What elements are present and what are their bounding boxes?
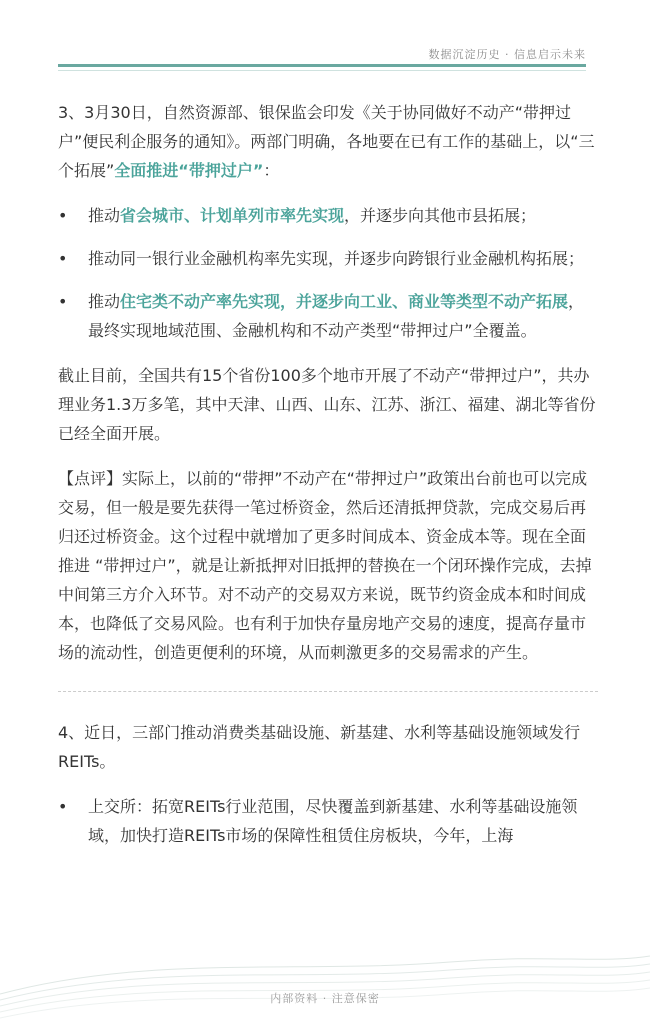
- list-item: • 推动同一银行业金融机构率先实现，并逐步向跨银行业金融机构拓展；: [58, 244, 598, 273]
- list-item: • 上交所：拓宽REITs行业范围，尽快覆盖到新基建、水利等基础设施领域，加快打造REITs市场的保障性租赁住房板块，今年，上海: [58, 792, 598, 850]
- section4-bullets: [58, 792, 598, 850]
- list-item: • 推动住宅类不动产率先实现，并逐步向工业、商业等类型不动产拓展，最终实现地域范围、金融机构和不动产类型“带押过户”全覆盖。: [58, 287, 598, 345]
- decorative-wave-lines: [0, 934, 650, 1024]
- section3-bullets: [58, 201, 598, 345]
- footer-note: 内部资料 · 注意保密: [270, 992, 380, 1005]
- list-item: • 推动省会城市、计划单列市率先实现，并逐步向其他市县拓展；: [58, 201, 598, 230]
- header-rule-thin: [58, 70, 586, 71]
- highlight: 省会城市、计划单列市率先实现: [120, 206, 345, 225]
- section4-intro: 4、近日，三部门推动消费类基础设施、新基建、水利等基础设施领域发行REITs。: [58, 723, 581, 771]
- highlight: 全面推进“带押过户”: [114, 161, 264, 180]
- section3-status: 截止目前，全国共有15个省份100多个地市开展了不动产“带押过户”，共办理业务1.3万多笔，其中天津、山西、山东、江苏、浙江、福建、湖北等省份已经全面开展。: [58, 366, 596, 443]
- section3-comment: 【点评】实际上，以前的“带押”不动产在“带押过户”政策出台前也可以完成交易，但一般是要先获得一笔过桥资金，然后还清抵押贷款，完成交易后再归还过桥资金。这个过程中就增加了更多时间成本、资金成本等。现在全面推进 “带押过户”，就是让新抵押对旧抵押的替换在一个闭环操作完成，去掉中间第三方介入环节。对不动产的交易双方来说，既节约资金成本和时间成本，也降低了交易风险。也有利于加快存量房地产交易的速度，提高存量市场的流动性，创造更便利的环境，从而刺激更多的交易需求的产生。: [58, 469, 592, 662]
- header-rule: [58, 64, 586, 67]
- highlight: 住宅类不动产率先实现，并逐步向工业、商业等类型不动产拓展: [120, 292, 569, 311]
- header-slogan: 数据沉淀历史 · 信息启示未来: [428, 48, 586, 61]
- section3-intro: 3、3月30日，自然资源部、银保监会印发《关于协同做好不动产“带押过户”便民利企服务的通知》。两部门明确，各地要在已有工作的基础上，以“三个拓展”全面推进“带押过户”：: [58, 103, 595, 180]
- section-divider: [58, 691, 598, 692]
- document-body: [58, 98, 598, 866]
